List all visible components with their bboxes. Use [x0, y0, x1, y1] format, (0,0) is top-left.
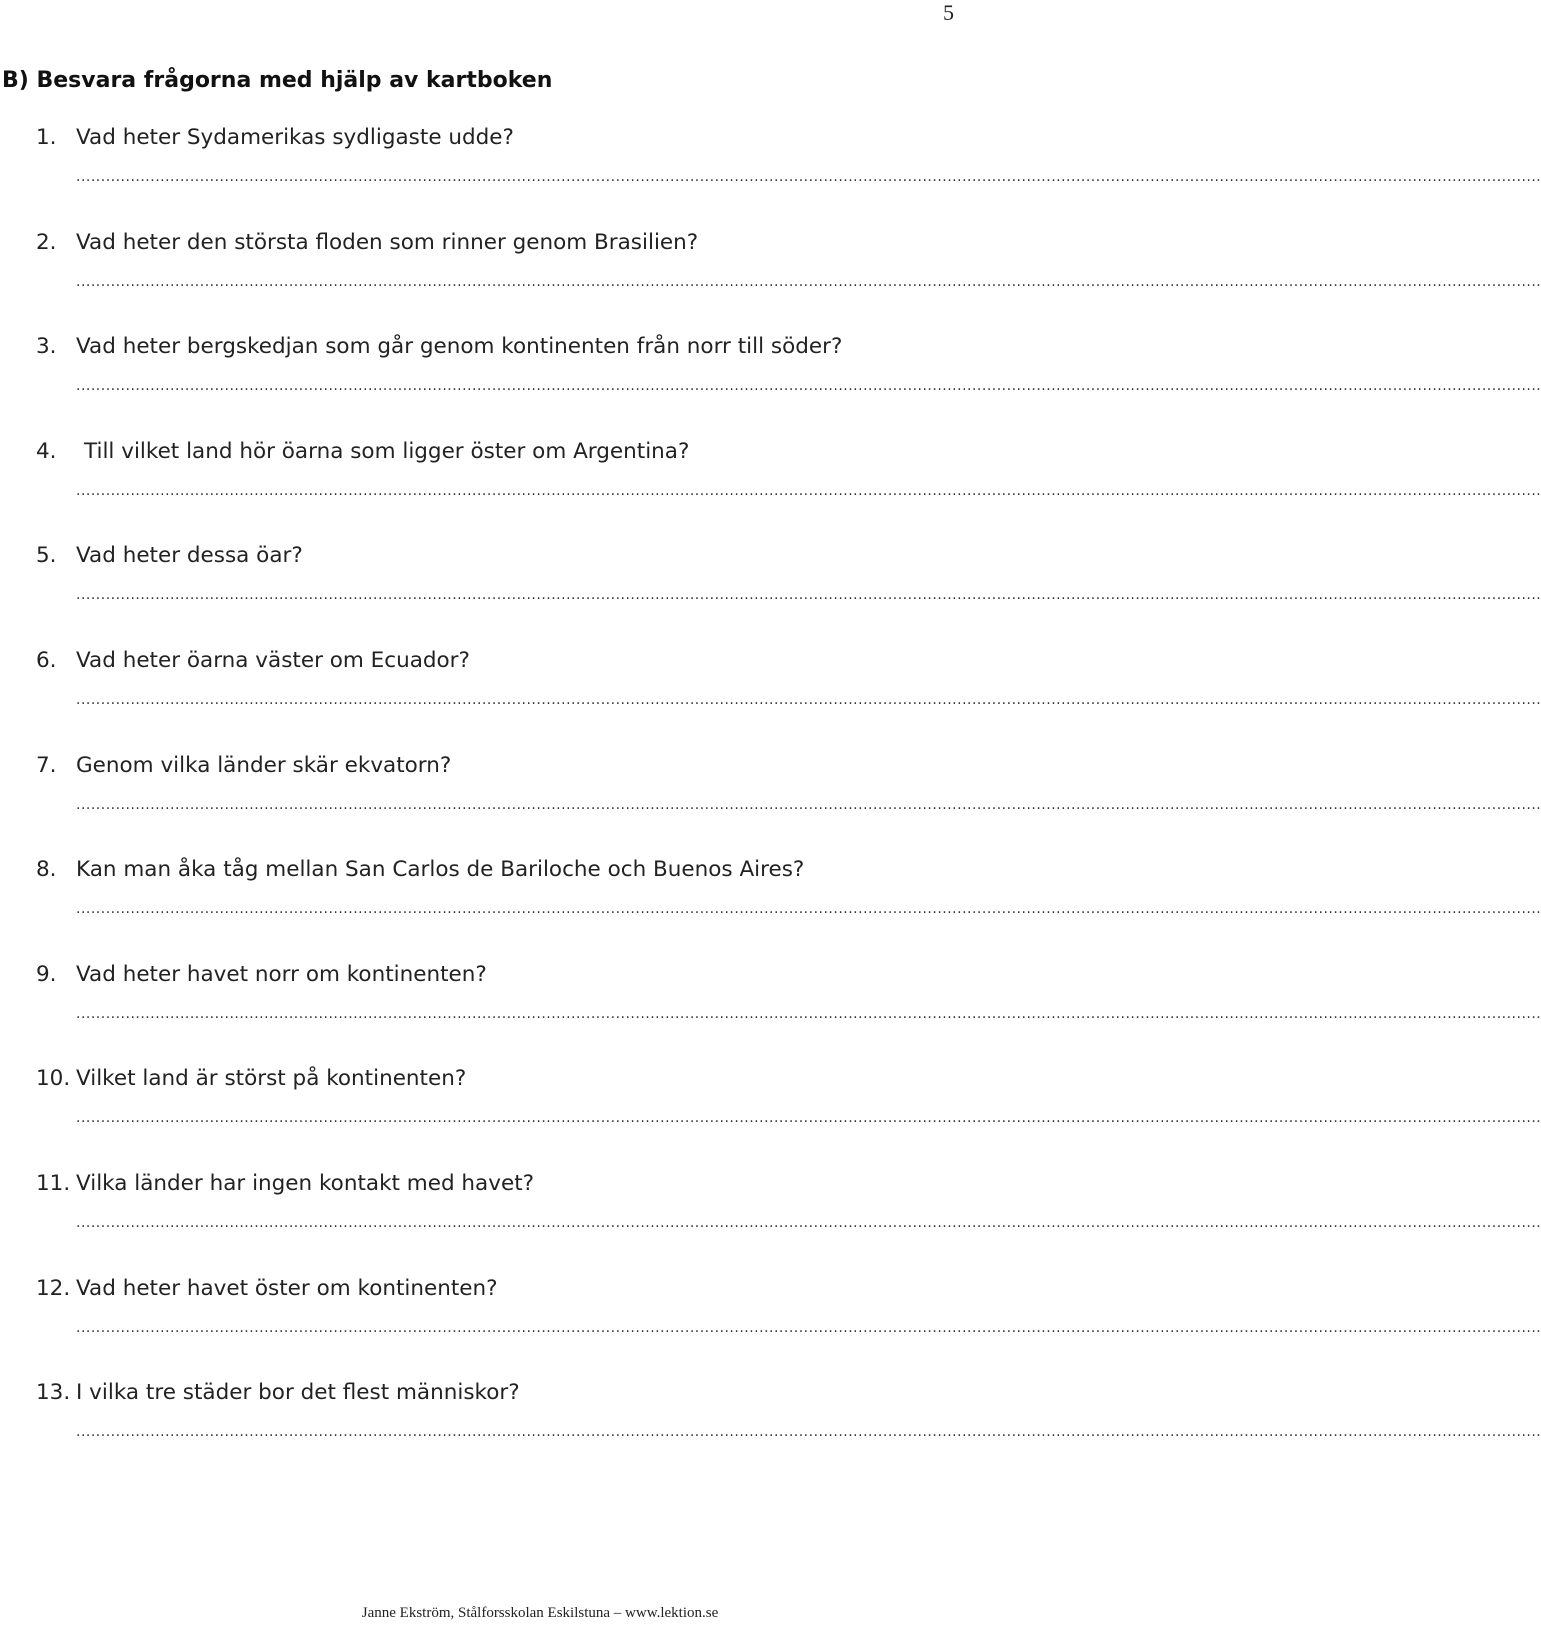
answer-line[interactable]: ........................................................................................................................................................................................................................................................................................................	[76, 1319, 1541, 1336]
question-item	[0, 125, 1541, 230]
question-text: Vad heter havet öster om kontinenten?	[76, 1275, 498, 1301]
question-number: 13.	[36, 1380, 71, 1406]
answer-line[interactable]: ........................................................................................................................................................................................................................................................................................................	[76, 901, 1541, 918]
question-item	[0, 543, 1541, 648]
question-item	[0, 1066, 1541, 1171]
question-number: 9.	[36, 961, 57, 987]
question-number: 6.	[36, 647, 57, 673]
question-number: 11.	[36, 1170, 71, 1196]
answer-line[interactable]: ........................................................................................................................................................................................................................................................................................................	[76, 273, 1541, 290]
question-number: 10.	[36, 1066, 71, 1092]
answer-line[interactable]: ........................................................................................................................................................................................................................................................................................................	[76, 691, 1541, 708]
question-text: Vad heter Sydamerikas sydligaste udde?	[76, 125, 514, 150]
question-item	[0, 752, 1541, 858]
question-item	[0, 334, 1541, 439]
answer-line[interactable]: ........................................................................................................................................................................................................................................................................................................	[76, 1110, 1541, 1127]
question-number: 5.	[36, 543, 57, 569]
answer-line[interactable]: ........................................................................................................................................................................................................................................................................................................	[76, 587, 1541, 604]
question-list	[0, 125, 1541, 1485]
question-item	[0, 857, 1541, 962]
question-text: Till vilket land hör öarna som ligger öster om Argentina?	[84, 438, 690, 464]
question-text: I vilka tre städer bor det flest människor?	[76, 1380, 520, 1406]
answer-line[interactable]: ........................................................................................................................................................................................................................................................................................................	[76, 1214, 1541, 1231]
question-number: 3.	[36, 334, 57, 360]
page-number: 5	[943, 0, 954, 25]
question-text: Vilka länder har ingen kontakt med havet?	[76, 1170, 535, 1196]
answer-line[interactable]: ........................................................................................................................................................................................................................................................................................................	[76, 169, 1541, 185]
question-item	[0, 961, 1541, 1067]
question-number: 1.	[36, 125, 57, 150]
footer-credit: Janne Ekström, Stålforsskolan Eskilstuna – www.lektion.se	[361, 1605, 719, 1621]
answer-line[interactable]: ........................................................................................................................................................................................................................................................................................................	[76, 1005, 1541, 1022]
question-item	[0, 229, 1541, 335]
question-text: Vad heter havet norr om kontinenten?	[76, 961, 487, 987]
question-text: Genom vilka länder skär ekvatorn?	[76, 752, 452, 778]
question-item	[0, 1380, 1541, 1485]
section-heading: B) Besvara frågorna med hjälp av kartboken	[2, 68, 553, 93]
question-number: 8.	[36, 857, 57, 883]
question-number: 2.	[36, 229, 57, 255]
question-text: Vilket land är störst på kontinenten?	[76, 1066, 467, 1092]
question-text: Vad heter dessa öar?	[76, 543, 303, 569]
question-item	[0, 647, 1541, 753]
answer-line[interactable]: ........................................................................................................................................................................................................................................................................................................	[76, 378, 1541, 395]
question-text: Vad heter öarna väster om Ecuador?	[76, 647, 470, 673]
answer-line[interactable]: ........................................................................................................................................................................................................................................................................................................	[76, 1424, 1541, 1441]
question-text: Vad heter den största floden som rinner genom Brasilien?	[76, 229, 699, 255]
question-item	[0, 438, 1541, 544]
question-text: Kan man åka tåg mellan San Carlos de Bariloche och Buenos Aires?	[76, 857, 805, 883]
question-text: Vad heter bergskedjan som går genom kontinenten från norr till söder?	[76, 334, 843, 360]
question-item	[0, 1275, 1541, 1381]
question-number: 7.	[36, 752, 57, 778]
question-number: 4.	[36, 438, 57, 464]
answer-line[interactable]: ........................................................................................................................................................................................................................................................................................................	[76, 482, 1541, 499]
answer-line[interactable]: ........................................................................................................................................................................................................................................................................................................	[76, 796, 1541, 813]
question-number: 12.	[36, 1275, 71, 1301]
question-item	[0, 1170, 1541, 1276]
